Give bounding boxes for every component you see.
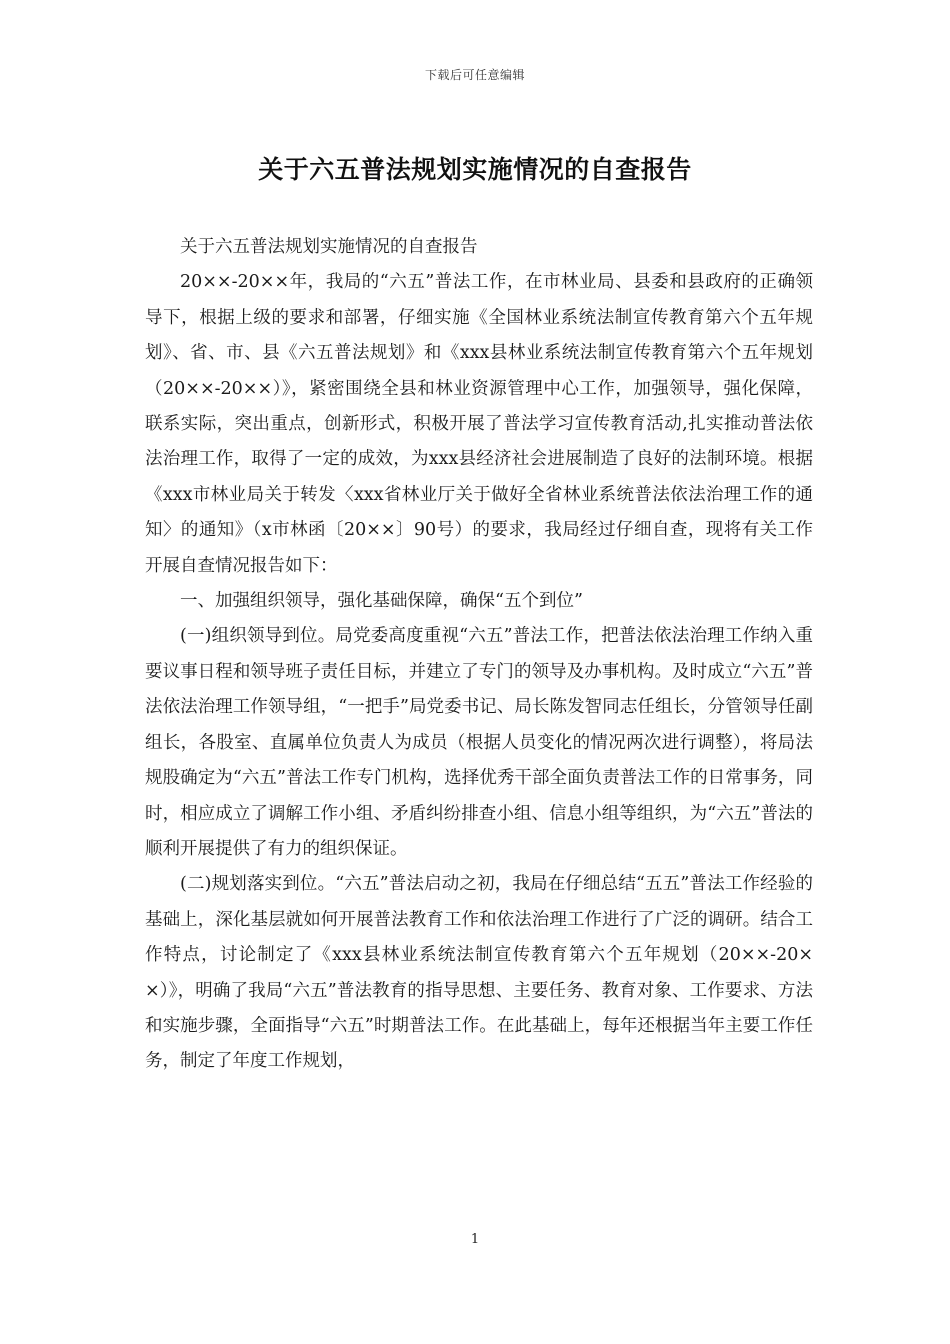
page-header-note: 下载后可任意编辑 bbox=[424, 68, 525, 82]
document-title: 关于六五普法规划实施情况的自查报告 bbox=[258, 155, 692, 184]
paragraph-subtitle: 关于六五普法规划实施情况的自查报告 bbox=[180, 237, 478, 257]
paragraph-planning: (二)规划落实到位。“六五”普法启动之初，我局在仔细总结“五五”普法工作经验的基础上，深化基层就如何开展普法教育工作和依法治理工作进行了广泛的调研。结合工作特点，讨论制定了《xxx县林业系统法制宣传教育第六个五年规划（20××-20××）》，明确了我局“六五”普法教育的指导思想、主要任务、教育对象、工作要求、方法和实施步骤，全面指导“六五”时期普法工作。在此基础上，每年还根据当年主要工作任务，制定了年度工作规划， bbox=[145, 874, 813, 1072]
paragraph-organization: (一)组织领导到位。局党委高度重视“六五”普法工作，把普法依法治理工作纳入重要议事日程和领导班子责任目标，并建立了专门的领导及办事机构。及时成立“六五”普法依法治理工作领导组，“一把手”局党委书记、局长陈发智同志任组长，分管领导任副组长，各股室、直属单位负责人为成员（根据人员变化的情况两次进行调整），将局法规股确定为“六五”普法工作专门机构，选择优秀干部全面负责普法工作的日常事务，同时，相应成立了调解工作小组、矛盾纠纷排查小组、信息小组等组织，为“六五”普法的顺利开展提供了有力的组织保证。 bbox=[145, 626, 813, 859]
page-number: 1 bbox=[470, 1232, 480, 1247]
document-body bbox=[145, 230, 813, 1080]
paragraph-intro: 20××-20××年，我局的“六五”普法工作，在市林业局、县委和县政府的正确领导下，根据上级的要求和部署，仔细实施《全国林业系统法制宣传教育第六个五年规划》、省、市、县《六五普法规划》和《xxx县林业系统法制宣传教育第六个五年规划（20××-20××）》，紧密围绕全县和林业资源管理中心工作，加强领导，强化保障，联系实际，突出重点，创新形式，积极开展了普法学习宣传教育活动,扎实推动普法依法治理工作，取得了一定的成效，为xxx县经济社会进展制造了良好的法制环境。根据《xxx市林业局关于转发〈xxx省林业厅关于做好全省林业系统普法依法治理工作的通知〉的通知》（x市林函〔20××〕90号）的要求，我局经过仔细自查，现将有关工作开展自查情况报告如下： bbox=[145, 272, 813, 576]
section-heading-1: 一、加强组织领导，强化基础保障，确保“五个到位” bbox=[180, 591, 583, 612]
